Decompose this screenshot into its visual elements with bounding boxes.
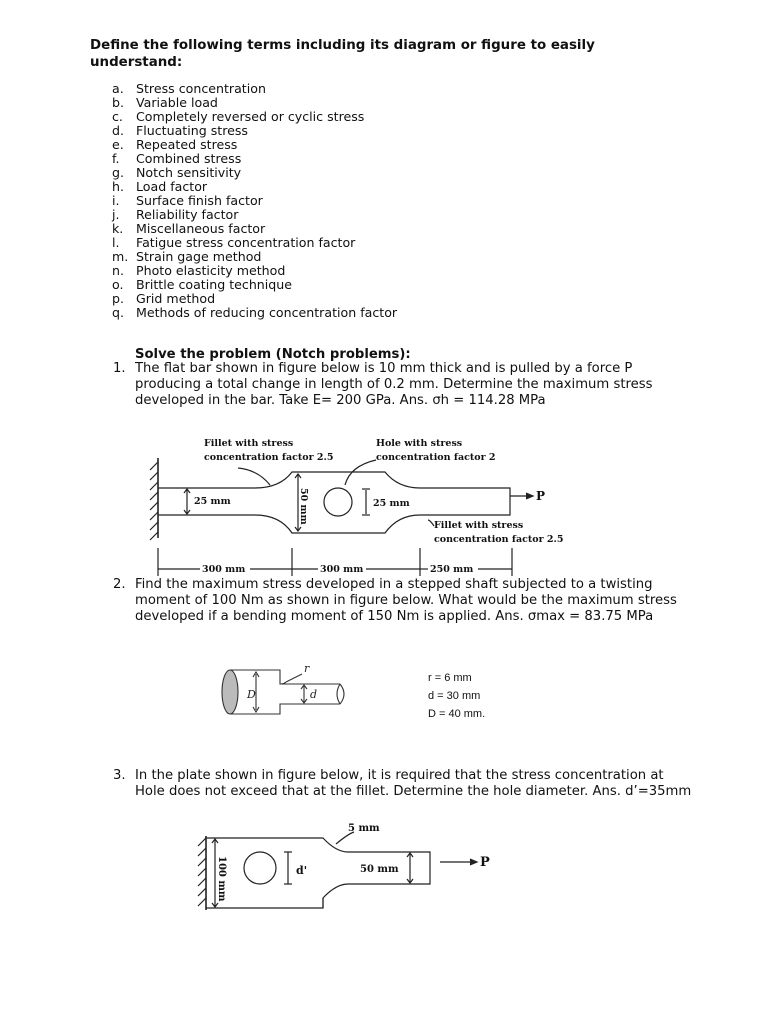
item-letter: d. [112, 123, 124, 138]
dimension-label: 25 mm [194, 496, 231, 507]
item-text: Brittle coating technique [136, 277, 293, 292]
wall-hatching [198, 838, 206, 906]
item-text: Repeated stress [136, 137, 238, 152]
item-letter: l. [112, 235, 120, 250]
radius-symbol: r [304, 662, 310, 675]
leader-line [238, 468, 270, 485]
item-letter: e. [112, 137, 124, 152]
diameter-symbol: D [247, 688, 256, 701]
force-label: P [536, 489, 546, 503]
hole [244, 852, 276, 884]
problem-text: In the plate shown in figure below, it is required that the stress concentration at Hole does not exceed that at the fillet. Determine the hole diameter. Ans. d’=35mm [135, 768, 692, 799]
item-letter: i. [112, 193, 120, 208]
list-item [112, 278, 397, 292]
stepped-shaft-figure [210, 660, 360, 722]
item-text: Stress concentration [136, 81, 266, 96]
list-item [112, 194, 397, 208]
fillet-label: concentration factor 2.5 [204, 452, 334, 463]
item-text: Miscellaneous factor [136, 221, 266, 236]
item-text: Reliability factor [136, 207, 239, 222]
problem-number: 1. [113, 361, 126, 376]
item-text: Load factor [136, 179, 208, 194]
item-text: Combined stress [136, 151, 242, 166]
assignment-heading: Define the following terms including its diagram or figure to easily understand: [90, 38, 595, 70]
item-letter: c. [112, 109, 123, 124]
list-item [112, 236, 397, 250]
problem-text: The flat bar shown in figure below is 10 mm thick and is pulled by a force P producing a total change in length of 0.2 mm. Determine the maximum stress developed in the bar. Take E= 200 GPa. Ans. σh = 114.28 MPa [135, 361, 653, 408]
dimension-label: 5 mm [348, 823, 380, 834]
list-item [112, 222, 397, 236]
item-letter: a. [112, 81, 124, 96]
hole-label: Hole with stress [376, 438, 463, 449]
fillet-label: Fillet with stress [434, 520, 524, 531]
item-letter: f. [112, 151, 120, 166]
item-letter: b. [112, 95, 124, 110]
fillet-label: Fillet with stress [204, 438, 294, 449]
list-item [112, 180, 397, 194]
item-letter: k. [112, 221, 124, 236]
problem-text: Find the maximum stress developed in a stepped shaft subjected to a twisting moment of 100 Nm as shown in figure below. What would be the maximum stress developed if a bending moment of 150 Nm is applied. Ans. σmax = 83.75 MPa [135, 577, 677, 624]
item-text: Completely reversed or cyclic stress [136, 109, 365, 124]
item-text: Surface finish factor [136, 193, 263, 208]
list-item [112, 292, 397, 306]
problem-1 [113, 361, 693, 409]
length-label: 250 mm [430, 564, 474, 575]
item-letter: o. [112, 277, 124, 292]
force-label: P [480, 855, 490, 870]
list-item [112, 250, 397, 264]
item-text: Strain gage method [136, 249, 262, 264]
problem-2 [113, 577, 693, 625]
item-text: Fatigue stress concentration factor [136, 235, 356, 250]
item-letter: j. [112, 207, 120, 222]
list-item [112, 306, 397, 320]
problem-3 [113, 768, 693, 800]
item-letter: g. [112, 165, 124, 180]
item-letter: p. [112, 291, 124, 306]
item-letter: h. [112, 179, 124, 194]
item-text: Methods of reducing concentration factor [136, 305, 398, 320]
list-item [112, 96, 397, 110]
given-r: r = 6 mm [428, 672, 472, 684]
dimension-label: 50 mm [360, 864, 399, 875]
terms-list [112, 82, 397, 320]
item-letter: m. [112, 249, 129, 264]
flat-bar-figure [140, 430, 580, 578]
shaft-end-section [222, 670, 238, 714]
item-letter: q. [112, 305, 124, 320]
item-letter: n. [112, 263, 124, 278]
hole-label: concentration factor 2 [376, 452, 496, 463]
hole [324, 488, 352, 516]
list-item [112, 138, 397, 152]
item-text: Notch sensitivity [136, 165, 242, 180]
given-d: d = 30 mm [428, 690, 481, 702]
item-text: Variable load [136, 95, 218, 110]
length-label: 300 mm [202, 564, 246, 575]
list-item [112, 152, 397, 166]
list-item [112, 264, 397, 278]
item-text: Photo elasticity method [136, 263, 286, 278]
wall-hatching [150, 462, 158, 540]
problems-subheading: Solve the problem (Notch problems): [135, 347, 411, 362]
dimension-label: 100 mm [216, 856, 227, 902]
problem-number: 2. [113, 577, 126, 592]
fillet-label: concentration factor 2.5 [434, 534, 564, 545]
plate-figure [178, 818, 508, 914]
problem-number: 3. [113, 768, 126, 783]
list-item [112, 82, 397, 96]
dimension-label: 50 mm [298, 488, 309, 525]
given-values [428, 669, 485, 723]
length-label: 300 mm [320, 564, 364, 575]
list-item [112, 110, 397, 124]
given-D: D = 40 mm. [428, 708, 486, 720]
dimension-label: 25 mm [373, 498, 410, 509]
dimension-label: d' [296, 864, 308, 877]
item-text: Fluctuating stress [136, 123, 248, 138]
item-text: Grid method [136, 291, 216, 306]
list-item [112, 124, 397, 138]
list-item [112, 208, 397, 222]
diameter-symbol: d [310, 688, 318, 701]
list-item [112, 166, 397, 180]
